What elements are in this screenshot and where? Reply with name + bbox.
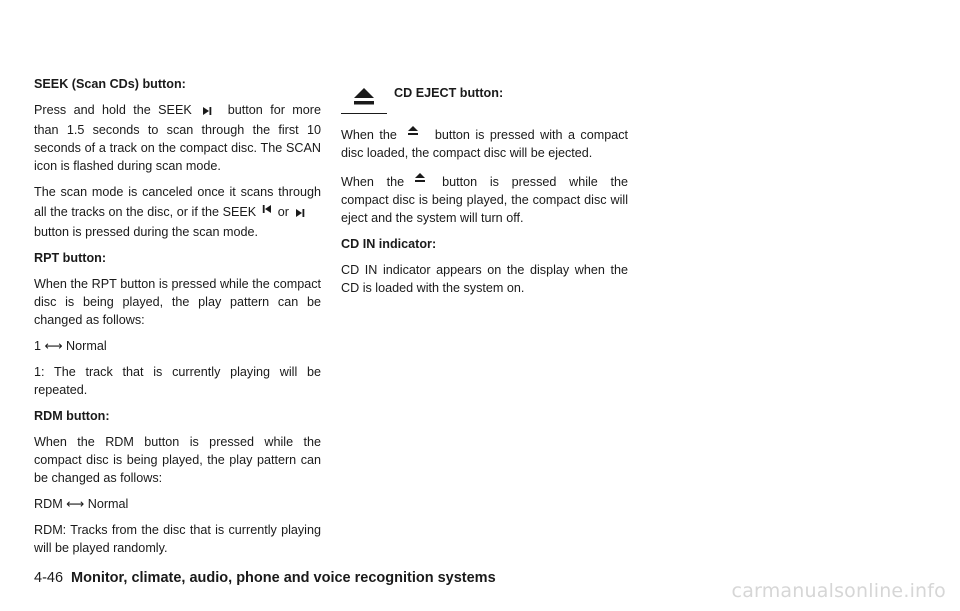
eject-icon bbox=[407, 123, 419, 141]
eject-heading: CD EJECT button: bbox=[394, 86, 504, 100]
page-footer bbox=[34, 570, 496, 586]
right-column bbox=[341, 75, 628, 305]
seek-para1-after: button for more than 1.5 seconds to scan through the first 10 seconds of a track on the compact disc. The SCAN icon is flashed during scan mode. bbox=[34, 103, 321, 173]
rpt-cycle: 1 ⟷ Normal bbox=[34, 339, 107, 353]
rdm-cycle: RDM ⟷ Normal bbox=[34, 497, 129, 511]
seek-para2-after: button is pressed during the scan mode. bbox=[34, 225, 259, 239]
cdin-paragraph-1: CD IN indicator appears on the display when the CD is loaded with the system on. bbox=[341, 263, 628, 295]
eject-para2-after: button is pressed while the compact disc is being played, the compact disc will eject and the system will turn off. bbox=[341, 175, 628, 225]
eject-paragraph-2 bbox=[341, 170, 628, 227]
left-column bbox=[34, 75, 321, 565]
seek-heading: SEEK (Scan CDs) button: bbox=[34, 77, 186, 91]
seek-forward-icon bbox=[202, 103, 212, 121]
eject-para2-before: When the bbox=[341, 175, 405, 189]
seek-para2-mid: or bbox=[277, 205, 289, 219]
page-number: 4-46 bbox=[34, 570, 64, 586]
eject-para1-after: button is pressed with a compact disc loaded, the compact disc will be ejected. bbox=[341, 128, 629, 160]
seek-back-icon bbox=[262, 201, 272, 219]
eject-para1-before: When the bbox=[341, 128, 397, 142]
rdm-paragraph-1: When the RDM button is pressed while the compact disc is being played, the play pattern can be changed as follows: bbox=[34, 435, 321, 485]
seek-para1-before: Press and hold the SEEK bbox=[34, 103, 192, 117]
watermark: carmanualsonline.info bbox=[731, 580, 946, 602]
rpt-heading: RPT button: bbox=[34, 251, 107, 265]
rdm-paragraph-2: RDM: Tracks from the disc that is currently playing will be played randomly. bbox=[34, 523, 321, 555]
seek-para2-before: The scan mode is canceled once it scans through all the tracks on the disc, or if the SEEK bbox=[34, 185, 321, 219]
rpt-paragraph-2: 1: The track that is currently playing will be repeated. bbox=[34, 365, 321, 397]
section-title: Monitor, climate, audio, phone and voice recognition systems bbox=[71, 570, 496, 586]
seek-paragraph-2 bbox=[34, 183, 321, 241]
eject-icon bbox=[341, 79, 387, 114]
eject-icon bbox=[414, 170, 426, 188]
eject-heading-block bbox=[341, 75, 628, 115]
seek-forward-icon bbox=[295, 205, 305, 223]
rdm-heading: RDM button: bbox=[34, 409, 110, 423]
rpt-paragraph-1: When the RPT button is pressed while the compact disc is being played, the play pattern can be changed as follows: bbox=[34, 277, 321, 327]
cdin-heading: CD IN indicator: bbox=[341, 237, 437, 251]
seek-paragraph-1 bbox=[34, 101, 321, 175]
eject-paragraph-1 bbox=[341, 123, 628, 162]
